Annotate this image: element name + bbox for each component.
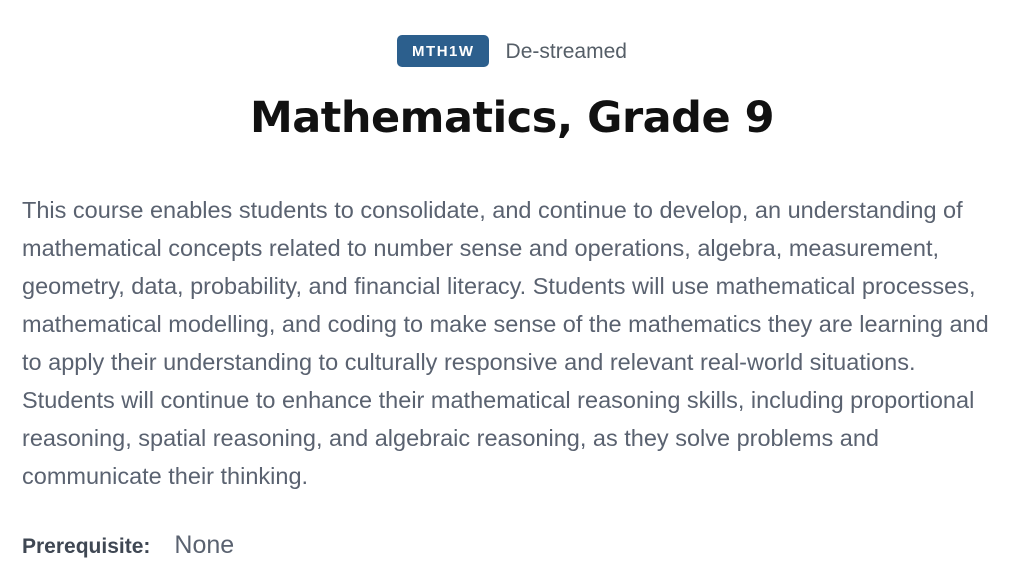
course-header-row bbox=[22, 34, 1002, 68]
prerequisite-label: Prerequisite: bbox=[22, 535, 151, 559]
stream-type-label: De-streamed bbox=[505, 39, 627, 63]
prerequisite-value: None bbox=[174, 531, 235, 560]
page-title: Mathematics, Grade 9 bbox=[250, 93, 774, 143]
prerequisite-row bbox=[22, 531, 1002, 560]
course-description: This course enables students to consolidate, and continue to develop, an understanding of mathematical concepts related to number sense and operations, algebra, measurement, geometry, data, probability, and financial literacy. Students will use mathematical processes, mathematical modelling, and coding to make sense of the mathematics they are learning and to apply their understanding to culturally responsive and relevant real-world situations. Students will continue to enhance their mathematical reasoning skills, including proportional reasoning, spatial reasoning, and algebraic reasoning, as they solve problems and communicate their thinking. bbox=[22, 197, 989, 490]
course-code-badge: MTH1W bbox=[397, 35, 489, 67]
